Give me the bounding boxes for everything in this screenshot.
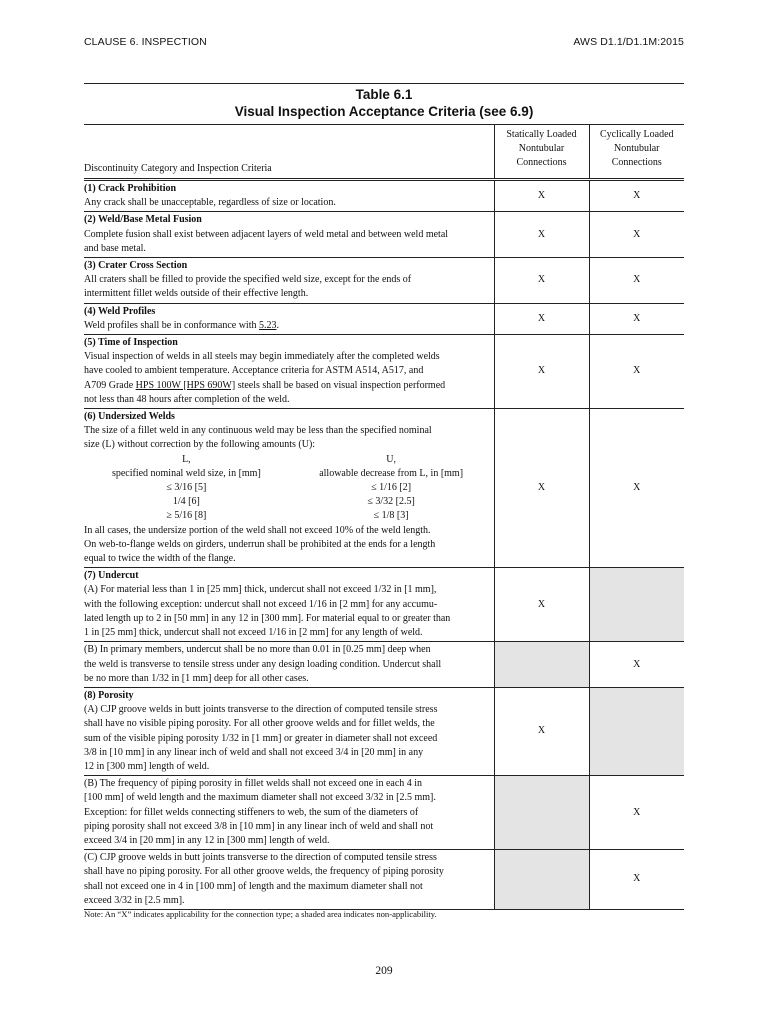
table-row [84, 642, 684, 688]
static-column-header: Statically Loaded Nontubular Connections [494, 125, 589, 180]
crack-prohibition-criteria: (1) Crack Prohibition Any crack shall be unacceptable, regardless of size or location. [84, 183, 336, 209]
page-number: 209 [375, 965, 393, 977]
static-mark: X [494, 258, 589, 304]
static-mark: X [494, 409, 589, 568]
amount-pair: ≥ 5/16 [8] ≤ 1/8 [3] [166, 510, 409, 522]
porosity-a-criteria: (8) Porosity (A) CJP groove welds in butt joints transverse to the direction of computed tensile stress shall have no visible piping porosity. For all other groove welds and for fillet welds, the sum of the visible piping porosity 1/32 in [1 mm] or greater in diameter shall not exceed 3/8 in [10 mm] in any linear inch of weld and shall not exceed 3/4 in [20 mm] in any 12 in [300 mm] length of weld. [84, 689, 438, 772]
cyclic-mark: X [589, 642, 684, 688]
running-header-standard: AWS D1.1/D1.1M:2015 [573, 36, 684, 48]
cyclic-mark: X [589, 258, 684, 304]
cyclic-mark: X [589, 776, 684, 850]
amount-descriptions: specified nominal weld size, in [mm] allowable decrease from L, in [mm] [111, 467, 464, 479]
static-mark: X [494, 687, 589, 775]
not-applicable-cell [589, 687, 684, 775]
table-row [84, 850, 684, 910]
time-of-inspection-criteria: (5) Time of Inspection Visual inspection of welds in all steels may begin immediately after the completed welds have cooled to ambient temperature. Acceptance criteria for ASTM A514, A517, and A709 Grade HPS 100W [HPS 690W] steels shall be based on visual inspection performed not less than 48 hours after completion of the weld. [84, 337, 446, 405]
cyclic-mark: X [589, 335, 684, 409]
porosity-c-criteria: (C) CJP groove welds in butt joints transverse to the direction of computed tensile stress shall have no piping porosity. For all other groove welds, the frequency of piping porosity shall not exceed one in 4 in [100 mm] of length and the maximum diameter shall not exceed 3/32 in [2.5 mm]. [84, 852, 444, 906]
table-header-row [84, 125, 684, 180]
header-rule [84, 83, 684, 84]
table-row [84, 335, 684, 409]
crater-criteria: (3) Crater Cross Section All craters shall be filled to provide the specified weld size, except for the ends of intermittent fillet welds outside of their effective length. [84, 260, 412, 300]
acceptance-criteria-table [84, 124, 684, 910]
static-mark: X [494, 335, 589, 409]
amount-pair: 1/4 [6] ≤ 3/32 [2.5] [172, 496, 415, 508]
criteria-column-header: Discontinuity Category and Inspection Criteria [84, 125, 494, 180]
cyclic-column-header: Cyclically Loaded Nontubular Connections [589, 125, 684, 180]
steel-grade-reference: HPS 100W [HPS 690W] [135, 379, 236, 391]
table-row [84, 258, 684, 304]
clause-reference-link: 5.23 [258, 319, 277, 331]
table-title: Visual Inspection Acceptance Criteria (see 6.9) [234, 104, 534, 119]
fusion-criteria: (2) Weld/Base Metal Fusion Complete fusion shall exist between adjacent layers of weld metal and between weld metal and base metal. [84, 214, 449, 254]
cyclic-mark: X [589, 850, 684, 910]
table-row [84, 687, 684, 775]
undercut-b-criteria: (B) In primary members, undercut shall be no more than 0.01 in [0.25 mm] deep when the weld is transverse to tensile stress under any design loading condition. Undercut shall be no more than 1/32 in [1 mm] deep for all other cases. [84, 644, 442, 684]
table-row [84, 776, 684, 850]
table-row [84, 409, 684, 568]
cyclic-mark: X [589, 409, 684, 568]
undersized-welds-criteria: (6) Undersized Welds The size of a fillet weld in any continuous weld may be less than the specified nominal size (L) without correction by the following amounts (U): L, U, specified nominal weld size, in [mm] allowable decrease from L, in [mm] ≤ 3/16 [5] ≤ 1/16 [2] 1/4 [6] ≤ 3/32 [2.5] ≥ 5/16 [8] ≤ 1/8 [3] In all cases, the undersize portion of the weld shall not exceed 10% of the weld length. On web-to-flange welds on girders, underrun shall be prohibited at the ends for a length equal to twice the width of the flange. [84, 409, 494, 568]
static-mark: X [494, 180, 589, 212]
table-row [84, 212, 684, 258]
cyclic-mark: X [589, 180, 684, 212]
table-note: Note: An “X” indicates applicability for the connection type; a shaded area indicates non-applicability. [84, 909, 437, 919]
porosity-b-criteria: (B) The frequency of piping porosity in fillet welds shall not exceed one in each 4 in [100 mm] of weld length and the maximum diameter shall not exceed 3/32 in [2.5 mm]. Exception: for fillet welds connecting stiffeners to web, the sum of the diameters of piping porosity shall not exceed 3/8 in [10 mm] in any linear inch of weld and shall not exceed 3/4 in [20 mm] in any 12 in [300 mm] length of weld. [84, 778, 436, 846]
static-mark: X [494, 212, 589, 258]
not-applicable-cell [494, 642, 589, 688]
undercut-a-criteria: (7) Undercut (A) For material less than 1 in [25 mm] thick, undercut shall not exceed 1/32 in [1 mm], with the following exception: undercut shall not exceed 1/16 in [2 mm] for any accumu- lated length up to 2 in [50 mm] in any 12 in [300 mm]. For material equal to or greater than 1 in [25 mm] thick, undercut shall not exceed 1/16 in [2 mm] for any length of weld. [84, 570, 451, 639]
not-applicable-cell [589, 568, 684, 642]
not-applicable-cell [494, 850, 589, 910]
amount-headers: L, U, [182, 453, 396, 465]
table-row [84, 568, 684, 642]
table-number: Table 6.1 [355, 87, 413, 102]
table-row [84, 180, 684, 212]
weld-profiles-criteria: (4) Weld Profiles Weld profiles shall be in conformance with 5.23. [84, 305, 279, 331]
static-mark: X [494, 303, 589, 334]
running-header-clause: CLAUSE 6. INSPECTION [84, 36, 207, 48]
table-row [84, 303, 684, 334]
static-mark: X [494, 568, 589, 642]
not-applicable-cell [494, 776, 589, 850]
cyclic-mark: X [589, 303, 684, 334]
amount-pair: ≤ 3/16 [5] ≤ 1/16 [2] [166, 482, 412, 494]
cyclic-mark: X [589, 212, 684, 258]
